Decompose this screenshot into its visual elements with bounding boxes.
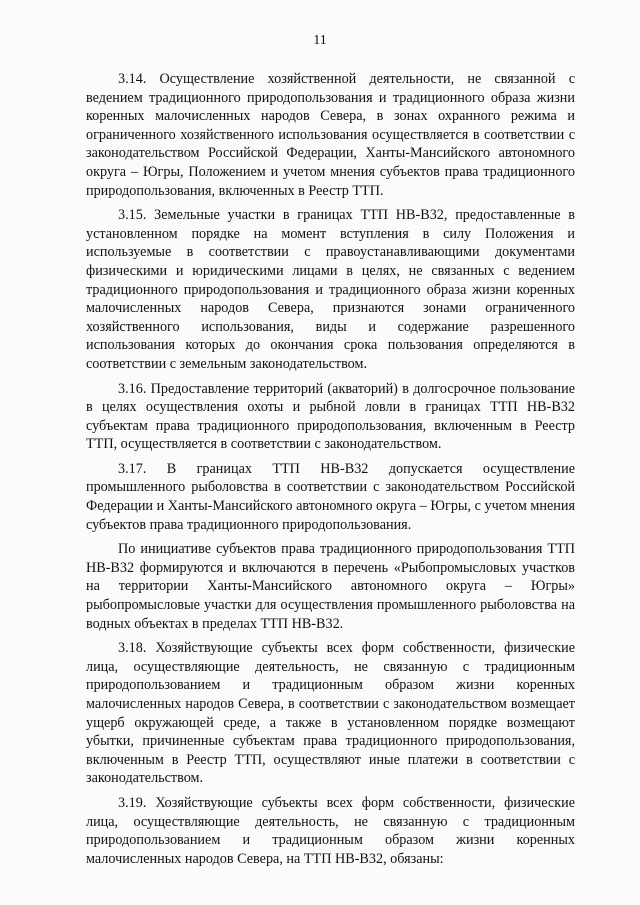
- paragraph-3-18: 3.18. Хозяйствующие субъекты всех форм собственности, физические лица, осуществляющие деятельность, не связанную с традиционным природопользованием и традиционным образом жизни коренных малочисленных народов Севера, в соответствии с законодательством возмещает ущерб окружающей среде, а также в установленном порядке возмещают убытки, причиненные субъектам права традиционного природопользования, включенным в Реестр ТТП, осуществляют иные платежи в соответствии с законодательством.: [86, 640, 575, 787]
- paragraph-3-16: 3.16. Предоставление территорий (акваторий) в долгосрочное пользование в целях осуществления охоты и рыбной ловли в границах ТТП НВ-В32 субъектам права традиционного природопользования, включенным в Реестр ТТП, осуществляется в соответствии с законодательством.: [86, 380, 575, 453]
- paragraph-3-14: 3.14. Осуществление хозяйственной деятельности, не связанной с ведением традиционного природопользования и традиционного образа жизни коренных малочисленных народов Севера, в зонах охранного режима и ограниченного хозяйственного использования осуществляется в соответствии с законодательством Российской Федерации, Ханты-Мансийского автономного округа – Югры, Положением и учетом мнения субъектов права традиционного природопользования, включенных в Реестр ТТП.: [86, 71, 575, 199]
- paragraph-3-19: 3.19. Хозяйствующие субъекты всех форм собственности, физические лица, осуществляющие деятельность, не связанную с традиционным природопользованием и традиционным образом жизни коренных малочисленных народов Севера, на ТТП НВ-В32, обязаны:: [86, 794, 575, 867]
- paragraph-3-17-continued: По инициативе субъектов права традиционного природопользования ТТП НВ-В32 формируются и включаются в перечень «Рыбопромысловых участков на территории Ханты-Мансийского автономного округа – Югры» рыбопромысловые участки для осуществления промышленного рыболовства на водных объектах в пределах ТТП НВ-В32.: [86, 541, 575, 632]
- page-number: 11: [313, 33, 327, 48]
- document-body: [86, 70, 575, 874]
- paragraph-3-15: 3.15. Земельные участки в границах ТТП НВ-В32, предоставленные в установленном порядке на момент вступления в силу Положения и используемые в соответствии с правоустанавливающими документами физическими и юридическими лицами в целях, не связанных с ведением традиционного природопользования и традиционного образа жизни коренных малочисленных народов Севера, признаются зонами ограниченного хозяйственного использования, виды и содержание разрешенного использования которых до окончания срока пользования определяются в соответствии с земельным законодательством.: [86, 207, 575, 372]
- paragraph-3-17: 3.17. В границах ТТП НВ-В32 допускается осуществление промышленного рыболовства в соответствии с законодательством Российской Федерации и Ханты-Мансийского автономного округа – Югры, с учетом мнения субъектов права традиционного природопользования.: [86, 460, 575, 533]
